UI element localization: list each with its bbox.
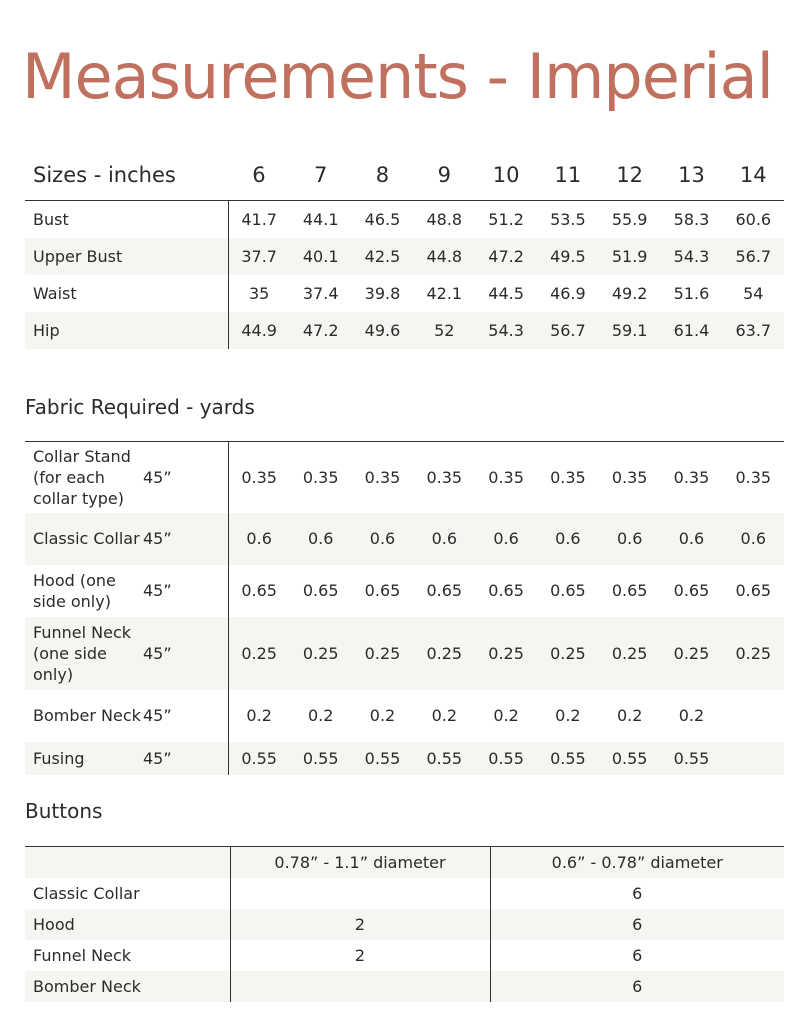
table-cell: 0.6 (290, 513, 352, 565)
table-cell: 0.35 (364, 467, 401, 487)
table-row (25, 690, 784, 742)
table-cell: 0.25 (599, 617, 661, 690)
row-label: Classic Collar (25, 878, 230, 909)
table-cell: 42.1 (426, 283, 463, 303)
table-cell: 53.5 (550, 209, 586, 229)
table-cell: 0.2 (616, 706, 643, 725)
sizes-header-label: Sizes - inches (25, 150, 228, 201)
fabric-table (25, 441, 784, 775)
table-cell: 0.65 (550, 581, 586, 600)
table-row (25, 940, 784, 971)
table-cell: 0.2 (555, 706, 581, 725)
table-cell: 0.6 (475, 513, 537, 565)
table-cell: 63.7 (722, 312, 784, 349)
table-cell: 0.35 (550, 467, 586, 487)
fabric-width: 45” (143, 565, 228, 617)
fabric-width: 45” (143, 513, 228, 565)
table-cell: 54.3 (661, 238, 723, 275)
buttons-section-title: Buttons (25, 799, 103, 823)
table-cell: 0.55 (475, 742, 537, 775)
table-cell: 52 (413, 312, 475, 349)
size-header: 6 (228, 150, 290, 201)
table-cell: 0.65 (241, 581, 277, 600)
table-cell: 56.7 (722, 238, 784, 275)
column-header: 0.78” - 1.1” diameter (230, 847, 490, 878)
fabric-width: 45” (143, 742, 228, 775)
table-cell: 2 (230, 940, 490, 971)
table-row (25, 275, 784, 312)
table-cell: 0.6 (661, 513, 723, 565)
table-cell: 0.65 (735, 581, 772, 600)
table-cell: 35 (248, 283, 270, 303)
table-row (25, 878, 784, 909)
page-title: Measurements - Imperial (22, 40, 773, 113)
row-label: Collar Stand (for each collar type) (33, 446, 131, 508)
table-cell: 0.25 (290, 617, 352, 690)
table-cell: 0.2 (431, 706, 458, 725)
row-label: Upper Bust (25, 238, 228, 275)
size-header: 10 (475, 150, 537, 201)
table-cell: 0.25 (228, 617, 290, 690)
table-cell: 0.35 (735, 467, 772, 487)
table-cell: 0.25 (475, 617, 537, 690)
table-cell: 0.25 (722, 617, 784, 690)
table-cell: 44.9 (228, 312, 290, 349)
table-cell: 54 (743, 283, 764, 303)
table-cell: 0.65 (364, 581, 401, 600)
row-label: Hood (25, 909, 230, 940)
table-cell: 55.9 (611, 209, 648, 229)
row-label: Bomber Neck (33, 706, 141, 725)
row-label: Classic Collar (25, 513, 143, 565)
table-cell: 0.25 (352, 617, 414, 690)
table-row (25, 238, 784, 275)
size-header: 12 (599, 150, 661, 201)
table-cell: 0.35 (488, 467, 524, 487)
table-cell: 42.5 (352, 238, 414, 275)
size-header: 9 (413, 150, 475, 201)
table-cell: 51.6 (673, 283, 710, 303)
table-row (25, 565, 784, 617)
table-cell: 0.35 (426, 467, 463, 487)
size-header: 13 (661, 150, 723, 201)
table-cell: 0.55 (537, 742, 599, 775)
table-cell: 37.7 (228, 238, 290, 275)
row-label: Fusing (25, 742, 143, 775)
table-cell: 51.9 (599, 238, 661, 275)
table-cell: 49.6 (352, 312, 414, 349)
size-header: 7 (290, 150, 352, 201)
table-cell: 6 (632, 945, 643, 965)
table-cell: 6 (490, 971, 784, 1002)
table-cell: 44.1 (302, 209, 339, 229)
table-cell: 0.65 (426, 581, 463, 600)
table-cell: 0.25 (537, 617, 599, 690)
table-cell: 47.2 (475, 238, 537, 275)
table-cell (722, 742, 784, 775)
row-label: Waist (25, 275, 228, 312)
table-cell: 37.4 (302, 283, 339, 303)
table-row (25, 442, 784, 513)
table-cell: 0.55 (661, 742, 723, 775)
table-cell: 0.35 (302, 467, 339, 487)
table-cell: 60.6 (735, 209, 772, 229)
row-label: Hood (one side only) (33, 570, 116, 611)
table-cell: 59.1 (599, 312, 661, 349)
table-row (25, 617, 784, 690)
table-cell: 0.65 (611, 581, 648, 600)
table-cell: 6 (490, 909, 784, 940)
size-header: 11 (537, 150, 599, 201)
table-cell: 0.2 (369, 706, 396, 725)
table-cell: 0.55 (413, 742, 475, 775)
table-cell: 0.2 (678, 706, 705, 725)
table-cell: 51.2 (488, 209, 524, 229)
size-header: 14 (722, 150, 784, 201)
table-cell: 0.55 (290, 742, 352, 775)
table-cell: 40.1 (290, 238, 352, 275)
table-cell: 0.6 (413, 513, 475, 565)
table-cell: 0.65 (488, 581, 524, 600)
table-cell: 0.6 (352, 513, 414, 565)
table-cell: 0.6 (228, 513, 290, 565)
table-cell: 0.25 (661, 617, 723, 690)
table-cell: 56.7 (537, 312, 599, 349)
table-cell: 46.9 (550, 283, 586, 303)
table-cell: 0.35 (611, 467, 648, 487)
row-label: Funnel Neck (25, 940, 230, 971)
table-cell: 0.2 (307, 706, 334, 725)
table-cell: 0.65 (302, 581, 339, 600)
table-cell: 0.2 (493, 706, 519, 725)
table-cell: 0.6 (722, 513, 784, 565)
buttons-table (25, 846, 784, 1002)
fabric-section-title: Fabric Required - yards (25, 395, 255, 419)
fabric-width: 45” (143, 690, 228, 742)
table-cell (230, 878, 490, 909)
table-cell: 44.5 (488, 283, 524, 303)
table-cell: 0.6 (537, 513, 599, 565)
table-cell: 41.7 (241, 209, 277, 229)
row-label: Hip (25, 312, 228, 349)
table-cell (230, 971, 490, 1002)
table-cell: 47.2 (290, 312, 352, 349)
table-cell: 2 (230, 909, 490, 940)
row-label: Bust (25, 201, 228, 238)
sizes-table (25, 150, 784, 349)
table-cell: 49.2 (611, 283, 648, 303)
table-cell: 46.5 (364, 209, 401, 229)
size-header: 8 (352, 150, 414, 201)
table-cell: 0.55 (352, 742, 414, 775)
table-row (25, 971, 784, 1002)
table-row (25, 742, 784, 775)
table-cell: 6 (632, 883, 643, 903)
table-row (25, 909, 784, 940)
table-row (25, 312, 784, 349)
table-cell: 39.8 (364, 283, 401, 303)
table-row (25, 201, 784, 238)
table-cell: 0.35 (241, 467, 277, 487)
table-cell: 0.55 (599, 742, 661, 775)
table-cell: 54.3 (475, 312, 537, 349)
table-cell: 58.3 (673, 209, 710, 229)
table-cell (722, 690, 784, 742)
table-cell: 61.4 (661, 312, 723, 349)
table-cell: 48.8 (426, 209, 463, 229)
fabric-width: 45” (143, 617, 228, 690)
column-header: 0.6” - 0.78” diameter (490, 847, 784, 878)
table-cell: 49.5 (537, 238, 599, 275)
table-cell: 0.65 (673, 581, 710, 600)
empty-header-cell (25, 847, 230, 878)
table-cell: 0.35 (673, 467, 710, 487)
sizes-header-row (25, 150, 784, 201)
row-label: Bomber Neck (25, 971, 230, 1002)
row-label: Funnel Neck (one side only) (25, 617, 143, 690)
table-cell: 44.8 (413, 238, 475, 275)
table-cell: 0.25 (413, 617, 475, 690)
table-cell: 0.6 (599, 513, 661, 565)
table-cell: 0.55 (228, 742, 290, 775)
table-row (25, 513, 784, 565)
table-cell: 0.2 (246, 706, 272, 725)
fabric-width: 45” (143, 442, 228, 513)
buttons-header-row (25, 847, 784, 878)
